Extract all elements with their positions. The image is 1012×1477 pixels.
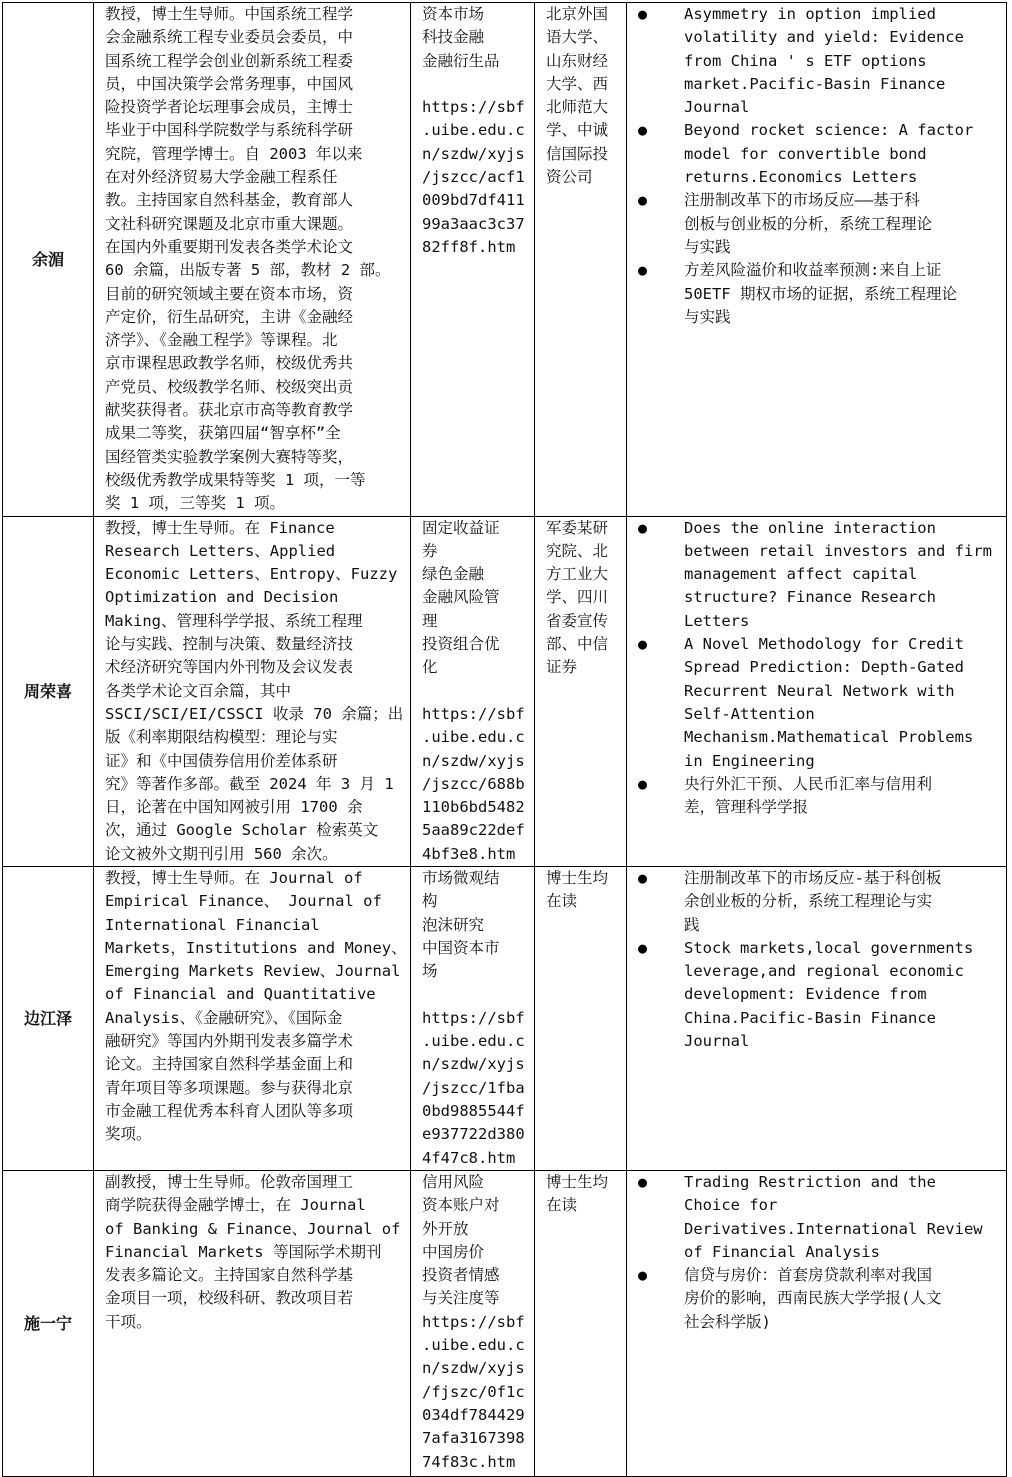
publication-line: 50ETF 期权市场的证据，系统工程理论 — [684, 284, 957, 303]
bio-line: 究院，管理学博士。自 2003 年以来 — [105, 144, 363, 163]
publication-line: ● Does the online interaction — [684, 518, 936, 537]
publication-line: structure? Finance Research — [684, 588, 936, 607]
direction-line: 理 — [422, 611, 438, 630]
spacer — [422, 73, 529, 96]
destination-line: 军委某研 — [546, 518, 609, 537]
publication-item — [638, 937, 1001, 1053]
publication-item — [638, 1264, 1001, 1334]
destination-line: 博士生均 — [546, 1172, 609, 1191]
destination-line: 学、四川 — [546, 588, 609, 607]
bio-line: 济学》、《金融工程学》等课程。北 — [105, 331, 338, 350]
destination-line: 学、中诚 — [546, 121, 609, 140]
publication-line: ● A Novel Methodology for Credit — [684, 635, 964, 654]
publication-line: 房价的影响，西南民族大学学报(人文 — [684, 1289, 942, 1308]
bio-line: 日，论著在中国知网被引用 1700 余 — [105, 798, 363, 817]
publication-line: Mechanism.Mathematical Problems — [684, 728, 974, 747]
url-line: 0bd9885544f — [422, 1101, 525, 1120]
url-line: 74f83c.htm — [422, 1452, 516, 1471]
url-line: .uibe.edu.c — [422, 1032, 525, 1051]
url-line: https://sbf — [422, 98, 525, 117]
publication-line: Choice for — [684, 1196, 778, 1215]
bio-line: of Banking & Finance、Journal of — [105, 1219, 401, 1238]
publication-line: China.Pacific-Basin Finance — [684, 1008, 936, 1027]
bio-line: 员，中国决策学会常务理事，中国风 — [105, 74, 354, 93]
bio-line: Markets，Institutions and Money、 — [105, 938, 407, 957]
advisor-bio — [94, 516, 411, 866]
bio-line: 副教授，博士生导师。伦敦帝国理工 — [105, 1172, 354, 1191]
direction-line: 外开放 — [422, 1219, 469, 1238]
publication-line: 与实践 — [684, 237, 731, 256]
publication-line: ● 注册制改革下的市场反应-基于科创板 — [684, 868, 942, 887]
publication-list — [638, 517, 1001, 820]
publication-item — [638, 1171, 1001, 1264]
destination-line: 山东财经 — [546, 51, 609, 70]
bio-line: of Financial and Quantitative — [105, 985, 376, 1004]
publication-line: Letters — [684, 611, 750, 630]
publication-line: 社会科学版) — [684, 1312, 771, 1331]
destination-line: 证券 — [546, 658, 578, 677]
url-line: /fjszc/0f1c — [422, 1382, 525, 1401]
table-row — [3, 3, 1007, 517]
url-line: /jszcc/1fba — [422, 1078, 525, 1097]
direction-line: 信用风险 — [422, 1172, 485, 1191]
research-directions — [411, 1170, 535, 1476]
bio-line: 京市课程思政教学名师，校级优秀共 — [105, 354, 354, 373]
representative-publications — [627, 1170, 1007, 1476]
publication-item — [638, 633, 1001, 773]
bio-line: 金项目一项，校级科研、教改项目若 — [105, 1289, 354, 1308]
destination-line: 在读 — [546, 892, 578, 911]
publication-line: ● 信贷与房价：首套房贷款利率对我国 — [684, 1266, 933, 1285]
publication-line: 与实践 — [684, 307, 731, 326]
direction-line: 市场微观结 — [422, 868, 500, 887]
bio-line: 市金融工程优秀本科育人团队等多项 — [105, 1101, 354, 1120]
direction-line: 与关注度等 — [422, 1289, 500, 1308]
direction-line: 化 — [422, 658, 438, 677]
bio-line: 国系统工程学会创业创新系统工程委 — [105, 51, 354, 70]
destination-line: 省委宣传 — [546, 611, 609, 630]
url-line: /jszcc/acf1 — [422, 168, 525, 187]
url-line: 82ff8f.htm — [422, 237, 516, 256]
destination-line: 究院、北 — [546, 541, 609, 560]
direction-line: 资本账户对 — [422, 1196, 500, 1215]
destination-line: 信国际投 — [546, 144, 609, 163]
publication-line: ● Stock markets,local governments — [684, 938, 974, 957]
bio-line: Analysis、《金融研究》、《国际金 — [105, 1008, 343, 1027]
bio-line: 毕业于中国科学院数学与系统科学研 — [105, 121, 354, 140]
spacer — [422, 983, 529, 1006]
publication-line: Self-Attention — [684, 704, 815, 723]
publication-line: management affect capital — [684, 565, 918, 584]
destination-line: 大学、西 — [546, 74, 609, 93]
bio-line: 各类学术论文百余篇，其中 — [105, 681, 292, 700]
bio-line: 教授，博士生导师。中国系统工程学 — [105, 5, 354, 23]
url-line: https://sbf — [422, 704, 525, 723]
publication-line: market.Pacific-Basin Finance — [684, 74, 946, 93]
direction-line: 泡沫研究 — [422, 915, 485, 934]
bio-line: 发表多篇论文。主持国家自然科学基 — [105, 1266, 354, 1285]
advisor-bio — [94, 3, 411, 517]
publication-line: ● 方差风险溢价和收益率预测:来自上证 — [684, 261, 942, 280]
publication-line: Journal — [684, 98, 750, 117]
publication-item — [638, 867, 1001, 937]
url-line: /jszcc/688b — [422, 774, 525, 793]
publication-line: ● 央行外汇干预、人民币汇率与信用利 — [684, 774, 933, 793]
bio-line: 究》等著作多部。截至 2024 年 3 月 1 — [105, 774, 394, 793]
direction-line: 固定收益证 — [422, 518, 500, 537]
direction-line: 中国资本市 — [422, 938, 500, 957]
url-line: e937722d380 — [422, 1125, 525, 1144]
destination-line: 在读 — [546, 1196, 578, 1215]
bio-line: 献奖获得者。获北京市高等教育教学 — [105, 401, 354, 420]
bio-line: 次，通过 Google Scholar 检索英文 — [105, 821, 379, 840]
publication-line: 践 — [684, 915, 700, 934]
publication-line: Spread Prediction: Depth-Gated — [684, 658, 964, 677]
publication-list — [638, 867, 1001, 1053]
profile-link[interactable] — [422, 1311, 529, 1474]
direction-line: 场 — [422, 962, 438, 981]
profile-link[interactable] — [422, 703, 529, 866]
publication-item — [638, 189, 1001, 259]
url-line: n/szdw/xyjs — [422, 1055, 525, 1074]
direction-line: 绿色金融 — [422, 565, 485, 584]
publication-line: of Financial Analysis — [684, 1242, 880, 1261]
table-body — [3, 3, 1007, 1477]
direction-line: 中国房价 — [422, 1242, 485, 1261]
publication-line: ● Trading Restriction and the — [684, 1172, 936, 1191]
bio-line: 商学院获得金融学博士，在 Journal — [105, 1196, 366, 1215]
publication-list — [638, 3, 1001, 329]
bio-line: 教。主持国家自然科基金，教育部人 — [105, 191, 354, 210]
publication-line: development: Evidence from — [684, 985, 927, 1004]
bio-line: Optimization and Decision — [105, 588, 339, 607]
bio-line: 校级优秀教学成果特等奖 1 项，一等 — [105, 470, 366, 489]
bio-line: 奖 1 项，三等奖 1 项。 — [105, 494, 285, 513]
destination-line: 方工业大 — [546, 565, 609, 584]
advisor-name: 余湄 — [3, 3, 94, 517]
representative-publications — [627, 3, 1007, 517]
direction-line: 投资者情感 — [422, 1266, 500, 1285]
publication-line: between retail investors and firm — [684, 541, 992, 560]
bio-line: 在对外经济贸易大学金融工程系任 — [105, 168, 338, 187]
destination-line: 北师范大 — [546, 98, 609, 117]
publication-line: ● Beyond rocket science: A factor — [684, 121, 974, 140]
publication-list — [638, 1171, 1001, 1334]
table-row — [3, 516, 1007, 866]
direction-line: 投资组合优 — [422, 635, 500, 654]
bio-line: 成果二等奖，获第四届“智享杯”全 — [105, 424, 341, 443]
bio-line: 险投资学者论坛理事会成员，主博士 — [105, 98, 354, 117]
direction-line: 券 — [422, 541, 438, 560]
url-line: 7afa3167398 — [422, 1429, 525, 1448]
bio-line: 论与实践、控制与决策、数量经济技 — [105, 635, 354, 654]
bio-line: 教授，博士生导师。在 Finance — [105, 518, 335, 537]
profile-link[interactable] — [422, 96, 529, 259]
advisor-bio — [94, 866, 411, 1170]
publication-line: from China ' s ETF options — [684, 51, 927, 70]
publication-line: Recurrent Neural Network with — [684, 681, 955, 700]
url-line: n/szdw/xyjs — [422, 1359, 525, 1378]
url-line: 110b6bd5482 — [422, 798, 525, 817]
destination-line: 博士生均 — [546, 868, 609, 887]
url-line: .uibe.edu.c — [422, 1336, 525, 1355]
bio-line: 干项。 — [105, 1312, 152, 1331]
advisor-name: 边江泽 — [3, 866, 94, 1170]
bio-line: 术经济研究等国内外刊物及会议发表 — [105, 658, 354, 677]
direction-line: 构 — [422, 892, 438, 911]
url-line: https://sbf — [422, 1008, 525, 1027]
bio-line: Research Letters、Applied — [105, 541, 336, 560]
direction-line: 资本市场 — [422, 5, 485, 23]
profile-link[interactable] — [422, 1007, 529, 1170]
faculty-table — [2, 2, 1007, 1477]
bio-line: Emerging Markets Review、Journal — [105, 962, 401, 981]
url-line: https://sbf — [422, 1312, 525, 1331]
bio-line: 论文。主持国家自然科学基金面上和 — [105, 1055, 354, 1074]
research-directions — [411, 516, 535, 866]
research-directions — [411, 866, 535, 1170]
advisor-name: 施一宁 — [3, 1170, 94, 1476]
table-row — [3, 1170, 1007, 1476]
url-line: n/szdw/xyjs — [422, 751, 525, 770]
url-line: 99a3aac3c37 — [422, 214, 525, 233]
publication-line: 创板与创业板的分析，系统工程理论 — [684, 214, 933, 233]
representative-publications — [627, 866, 1007, 1170]
bio-line: International Financial — [105, 915, 320, 934]
publication-line: ● 注册制改革下的市场反应——基于科 — [684, 191, 920, 210]
publication-line: ● Asymmetry in option implied — [684, 5, 936, 23]
bio-line: SSCI/SCI/EI/CSSCI 收录 70 余篇；出 — [105, 704, 404, 723]
advisor-name: 周荣喜 — [3, 516, 94, 866]
publication-line: leverage,and regional economic — [684, 962, 964, 981]
bio-line: 证》和《中国债券信用价差体系研 — [105, 751, 338, 770]
bio-line: 60 余篇，出版专著 5 部，教材 2 部。 — [105, 261, 391, 280]
url-line: n/szdw/xyjs — [422, 144, 525, 163]
advisor-bio — [94, 1170, 411, 1476]
url-line: .uibe.edu.c — [422, 121, 525, 140]
publication-item — [638, 3, 1001, 119]
bio-line: 教授，博士生导师。在 Journal of — [105, 868, 363, 887]
table-row — [3, 866, 1007, 1170]
publication-item — [638, 517, 1001, 633]
direction-line: 金融衍生品 — [422, 51, 500, 70]
graduate-destinations — [535, 516, 627, 866]
bio-line: 青年项目等多项课题。参与获得北京 — [105, 1078, 354, 1097]
url-line: 034df784429 — [422, 1405, 525, 1424]
direction-line: 科技金融 — [422, 28, 485, 47]
spacer — [422, 680, 529, 703]
publication-line: Derivatives.International Review — [684, 1219, 983, 1238]
bio-line: 版《利率期限结构模型：理论与实 — [105, 728, 338, 747]
bio-line: 目前的研究领域主要在资本市场，资 — [105, 284, 354, 303]
publication-line: returns.Economics Letters — [684, 168, 918, 187]
url-line: .uibe.edu.c — [422, 728, 525, 747]
destination-line: 语大学、 — [546, 28, 609, 47]
direction-line: 金融风险管 — [422, 588, 500, 607]
bio-line: 论文被外文期刊引用 560 余次。 — [105, 844, 338, 863]
publication-line: 余创业板的分析，系统工程理论与实 — [684, 892, 933, 911]
bio-line: Empirical Finance、 Journal of — [105, 892, 382, 911]
bio-line: Financial Markets 等国际学术期刊 — [105, 1242, 382, 1261]
publication-line: in Engineering — [684, 751, 815, 770]
bio-line: 奖项。 — [105, 1125, 152, 1144]
publication-line: 差，管理科学学报 — [684, 798, 809, 817]
bio-line: Economic Letters、Entropy、Fuzzy — [105, 565, 398, 584]
publication-item — [638, 119, 1001, 189]
bio-line: 产定价，衍生品研究，主讲《金融经 — [105, 307, 354, 326]
publication-item — [638, 773, 1001, 820]
publication-item — [638, 259, 1001, 329]
publication-line: Journal — [684, 1032, 750, 1051]
url-line: 5aa89c22def — [422, 821, 525, 840]
bio-line: 国经管类实验教学案例大赛特等奖， — [105, 447, 354, 466]
bio-line: 在国内外重要期刊发表各类学术论文 — [105, 237, 354, 256]
graduate-destinations — [535, 3, 627, 517]
url-line: 4f47c8.htm — [422, 1148, 516, 1167]
bio-line: 文社科研究课题及北京市重大课题。 — [105, 214, 354, 233]
bio-line: 产党员、校级教学名师、校级突出贡 — [105, 377, 354, 396]
bio-line: Making、管理科学学报、系统工程理 — [105, 611, 363, 630]
url-line: 009bd7df411 — [422, 191, 525, 210]
publication-line: model for convertible bond — [684, 144, 927, 163]
research-directions — [411, 3, 535, 517]
graduate-destinations — [535, 1170, 627, 1476]
url-line: 4bf3e8.htm — [422, 844, 516, 863]
destination-line: 部、中信 — [546, 635, 609, 654]
bio-line: 会金融系统工程专业委员会委员，中 — [105, 28, 354, 47]
bio-line: 融研究》等国内外期刊发表多篇学术 — [105, 1032, 354, 1051]
destination-line: 北京外国 — [546, 5, 609, 23]
representative-publications — [627, 516, 1007, 866]
publication-line: volatility and yield: Evidence — [684, 28, 964, 47]
destination-line: 资公司 — [546, 168, 593, 187]
graduate-destinations — [535, 866, 627, 1170]
